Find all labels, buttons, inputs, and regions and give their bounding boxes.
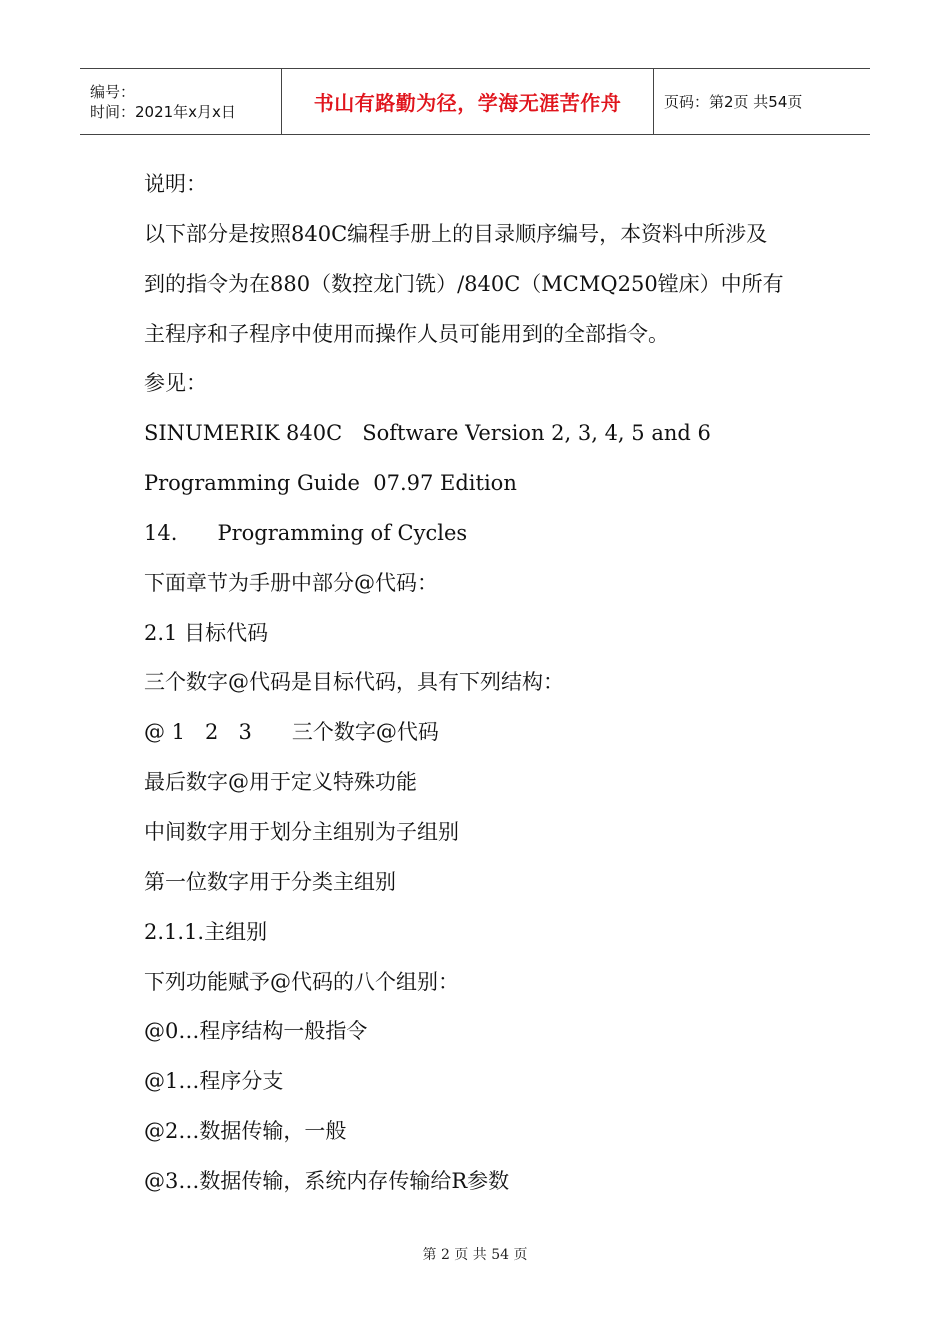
header-motto: 书山有路勤为径，学海无涯苦作舟 xyxy=(313,91,622,115)
body-line: 以下部分是按照840C编程手册上的目录顺序编号，本资料中所涉及 xyxy=(144,221,768,246)
body-line: 第一位数字用于分类主组别 xyxy=(144,869,396,894)
body-line: 下列功能赋予@代码的八个组别： xyxy=(144,969,459,994)
header-meta xyxy=(80,69,282,134)
body-line: @2…数据传输，一般 xyxy=(144,1119,347,1144)
body-line: @1…程序分支 xyxy=(144,1069,284,1094)
section-heading: 14. Programming of Cycles xyxy=(144,520,468,545)
body-line: 中间数字用于划分主组别为子组别 xyxy=(144,819,459,844)
body-line: Programming Guide 07.97 Edition xyxy=(144,471,517,496)
body-line: SINUMERIK 840C Software Version 2, 3, 4, 5 and 6 xyxy=(144,421,711,446)
body-line: @ 1 2 3 三个数字@代码 xyxy=(144,720,439,745)
body-line: 到的指令为在880（数控龙门铣）/840C（MCMQ250镗床）中所有 xyxy=(144,271,784,296)
section-heading: 2.1.1.主组别 xyxy=(144,919,268,944)
body-line: 最后数字@用于定义特殊功能 xyxy=(144,770,417,795)
header-motto-cell xyxy=(282,69,654,134)
header-time-label: 时间：2021年x月x日 xyxy=(90,102,236,121)
page-header xyxy=(80,68,870,135)
footer-page-number: 第 2 页 共 54 页 xyxy=(422,1247,528,1263)
body-line: 说明： xyxy=(144,172,207,196)
body-line: 三个数字@代码是目标代码，具有下列结构： xyxy=(144,670,564,695)
body-line: @3…数据传输，系统内存传输给R参数 xyxy=(144,1168,510,1193)
header-number-label: 编号： xyxy=(90,82,136,101)
header-page-info-text: 页码：第2页 共54页 xyxy=(664,93,803,111)
body-line: 主程序和子程序中使用而操作人员可能用到的全部指令。 xyxy=(144,321,669,346)
document-body xyxy=(144,165,824,1212)
body-line: @0…程序结构一般指令 xyxy=(144,1019,368,1044)
page-footer xyxy=(0,1244,950,1264)
section-heading: 2.1 目标代码 xyxy=(144,620,269,645)
body-line: 下面章节为手册中部分@代码： xyxy=(144,570,438,595)
header-page-info xyxy=(654,69,870,134)
body-line: 参见： xyxy=(144,371,207,396)
